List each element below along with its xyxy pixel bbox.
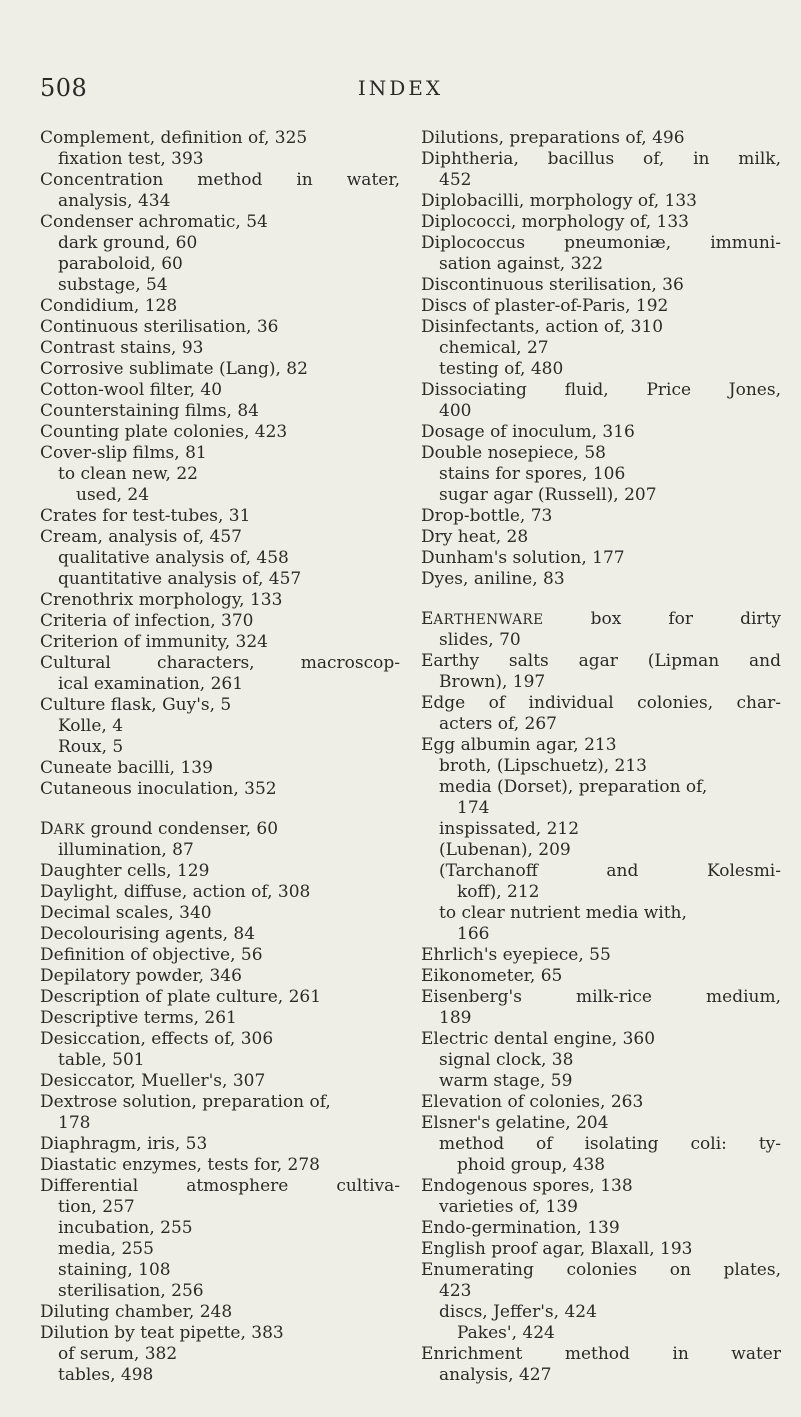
index-column-left: [40, 128, 400, 1386]
index-subentry: tables, 498: [58, 1365, 154, 1385]
index-entry: Depilatory powder, 346: [40, 966, 242, 986]
index-subentry: substage, 54: [58, 275, 168, 295]
index-entry: Dextrose solution, preparation of,: [40, 1092, 331, 1112]
index-subentry: 178: [58, 1113, 91, 1133]
index-entry: Diplobacilli, morphology of, 133: [421, 191, 698, 211]
index-entry: Enrichment method in water: [421, 1344, 781, 1364]
index-entry: Criteria of infection, 370: [40, 611, 254, 631]
index-entry: Discs of plaster-of-Paris, 192: [421, 296, 669, 316]
index-subentry: staining, 108: [58, 1260, 171, 1280]
index-entry: Description of plate culture, 261: [40, 987, 322, 1007]
index-entry: Continuous sterilisation, 36: [40, 317, 279, 337]
index-entry: Counterstaining films, 84: [40, 401, 259, 421]
index-entry: Elevation of colonies, 263: [421, 1092, 644, 1112]
index-entry: Diphtheria, bacillus of, in milk,: [421, 149, 781, 169]
index-entry: Condidium, 128: [40, 296, 178, 316]
index-entry: Corrosive sublimate (Lang), 82: [40, 359, 308, 379]
index-subentry: (Tarchanoff and Kolesmi-: [439, 861, 781, 881]
index-entry: Cuneate bacilli, 139: [40, 758, 213, 778]
index-subentry: table, 501: [58, 1050, 145, 1070]
index-subentry: (Lubenan), 209: [439, 840, 571, 860]
index-subentry: varieties of, 139: [439, 1197, 578, 1217]
index-entry: Cover-slip films, 81: [40, 443, 207, 463]
index-subentry: broth, (Lipschuetz), 213: [439, 756, 647, 776]
index-entry: Cotton-wool filter, 40: [40, 380, 223, 400]
index-subentry: Brown), 197: [439, 672, 546, 692]
index-entry: Descriptive terms, 261: [40, 1008, 237, 1028]
index-subentry: Kolle, 4: [58, 716, 124, 736]
index-entry: Dunham's solution, 177: [421, 548, 625, 568]
index-entry: Contrast stains, 93: [40, 338, 204, 358]
index-subentry: fixation test, 393: [58, 149, 204, 169]
index-subentry: sugar agar (Russell), 207: [439, 485, 657, 505]
index-subentry: incubation, 255: [58, 1218, 193, 1238]
index-subentry: ical examination, 261: [58, 674, 244, 694]
index-entry: Cream, analysis of, 457: [40, 527, 242, 547]
index-subentry: warm stage, 59: [439, 1071, 573, 1091]
index-entry: Discontinuous sterilisation, 36: [421, 275, 684, 295]
index-entry: Cutaneous inoculation, 352: [40, 779, 277, 799]
index-entry: Dilution by teat pipette, 383: [40, 1323, 284, 1343]
index-entry: Dyes, aniline, 83: [421, 569, 565, 589]
index-subentry: of serum, 382: [58, 1344, 178, 1364]
index-entry: Endo-germination, 139: [421, 1218, 620, 1238]
index-subentry: media (Dorset), preparation of,: [439, 777, 708, 797]
index-entry: Egg albumin agar, 213: [421, 735, 617, 755]
index-entry: Earthy salts agar (Lipman and: [421, 651, 781, 671]
index-entry: Endogenous spores, 138: [421, 1176, 633, 1196]
index-subentry: sterilisation, 256: [58, 1281, 204, 1301]
index-subentry: illumination, 87: [58, 840, 194, 860]
index-entry: Eikonometer, 65: [421, 966, 563, 986]
index-subentry: 166: [457, 924, 490, 944]
index-subentry: Roux, 5: [58, 737, 124, 757]
index-entry: Drop-bottle, 73: [421, 506, 553, 526]
page-number: 508: [40, 74, 88, 102]
index-subentry: 423: [439, 1281, 472, 1301]
index-entry: Elsner's gelatine, 204: [421, 1113, 609, 1133]
index-entry: Diaphragm, iris, 53: [40, 1134, 208, 1154]
index-entry: Dry heat, 28: [421, 527, 529, 547]
index-subentry: phoid group, 438: [457, 1155, 606, 1175]
index-entry: English proof agar, Blaxall, 193: [421, 1239, 693, 1259]
page-header: [0, 74, 801, 114]
index-subentry: to clean new, 22: [58, 464, 198, 484]
index-subentry: qualitative analysis of, 458: [58, 548, 289, 568]
index-subentry: discs, Jeffer's, 424: [439, 1302, 597, 1322]
index-entry: Culture flask, Guy's, 5: [40, 695, 232, 715]
index-subentry: media, 255: [58, 1239, 154, 1259]
index-subentry: dark ground, 60: [58, 233, 198, 253]
index-subentry: chemical, 27: [439, 338, 549, 358]
index-entry: Electric dental engine, 360: [421, 1029, 656, 1049]
index-entry: Dosage of inoculum, 316: [421, 422, 635, 442]
index-entry: Criterion of immunity, 324: [40, 632, 268, 652]
index-entry: Daylight, diffuse, action of, 308: [40, 882, 311, 902]
index-subentry: inspissated, 212: [439, 819, 580, 839]
index-subentry: quantitative analysis of, 457: [58, 569, 302, 589]
index-subentry: tion, 257: [58, 1197, 135, 1217]
index-subentry: sation against, 322: [439, 254, 604, 274]
index-entry: Crenothrix morphology, 133: [40, 590, 283, 610]
index-subentry: used, 24: [76, 485, 150, 505]
index-entry: Definition of objective, 56: [40, 945, 263, 965]
index-entry: Dissociating fluid, Price Jones,: [421, 380, 781, 400]
index-entry: Concentration method in water,: [40, 170, 400, 190]
index-subentry: paraboloid, 60: [58, 254, 183, 274]
index-subentry: 174: [457, 798, 490, 818]
index-subentry: signal clock, 38: [439, 1050, 574, 1070]
index-entry: Complement, definition of, 325: [40, 128, 308, 148]
index-entry: Eisenberg's milk-rice medium,: [421, 987, 781, 1007]
index-subentry: 189: [439, 1008, 472, 1028]
index-entry: Differential atmosphere cultiva-: [40, 1176, 400, 1196]
index-subentry: analysis, 434: [58, 191, 171, 211]
index-entry: Enumerating colonies on plates,: [421, 1260, 781, 1280]
index-subentry: 452: [439, 170, 472, 190]
index-entry: Diplococci, morphology of, 133: [421, 212, 689, 232]
index-entry: Condenser achromatic, 54: [40, 212, 268, 232]
index-subentry: koff), 212: [457, 882, 540, 902]
index-entry: Desiccator, Mueller's, 307: [40, 1071, 266, 1091]
index-entry: Decimal scales, 340: [40, 903, 212, 923]
index-entry: Daughter cells, 129: [40, 861, 210, 881]
index-entry: Crates for test-tubes, 31: [40, 506, 251, 526]
index-entry: Disinfectants, action of, 310: [421, 317, 664, 337]
index-subentry: slides, 70: [439, 630, 521, 650]
index-entry: Edge of individual colonies, char-: [421, 693, 781, 713]
index-subentry: to clear nutrient media with,: [439, 903, 687, 923]
index-subentry: method of isolating coli: ty-: [439, 1134, 781, 1154]
index-subentry: 400: [439, 401, 472, 421]
index-entry: EARTHENWARE box for dirty: [421, 609, 781, 629]
index-entry: Counting plate colonies, 423: [40, 422, 288, 442]
index-entry: Desiccation, effects of, 306: [40, 1029, 274, 1049]
running-head: INDEX: [357, 76, 444, 100]
index-entry: Decolourising agents, 84: [40, 924, 256, 944]
index-entry: Diluting chamber, 248: [40, 1302, 233, 1322]
index-subentry: stains for spores, 106: [439, 464, 626, 484]
index-entry: Ehrlich's eyepiece, 55: [421, 945, 611, 965]
index-subentry: analysis, 427: [439, 1365, 552, 1385]
index-entry: DARK ground condenser, 60: [40, 819, 279, 839]
index-entry: Diplococcus pneumoniæ, immuni-: [421, 233, 781, 253]
index-entry: Dilutions, preparations of, 496: [421, 128, 685, 148]
index-subentry: acters of, 267: [439, 714, 557, 734]
index-subentry: Pakes', 424: [457, 1323, 555, 1343]
index-column-right: [421, 128, 781, 1386]
index-entry: Cultural characters, macroscop-: [40, 653, 400, 673]
index-entry: Diastatic enzymes, tests for, 278: [40, 1155, 320, 1175]
index-subentry: testing of, 480: [439, 359, 564, 379]
index-entry: Double nosepiece, 58: [421, 443, 606, 463]
